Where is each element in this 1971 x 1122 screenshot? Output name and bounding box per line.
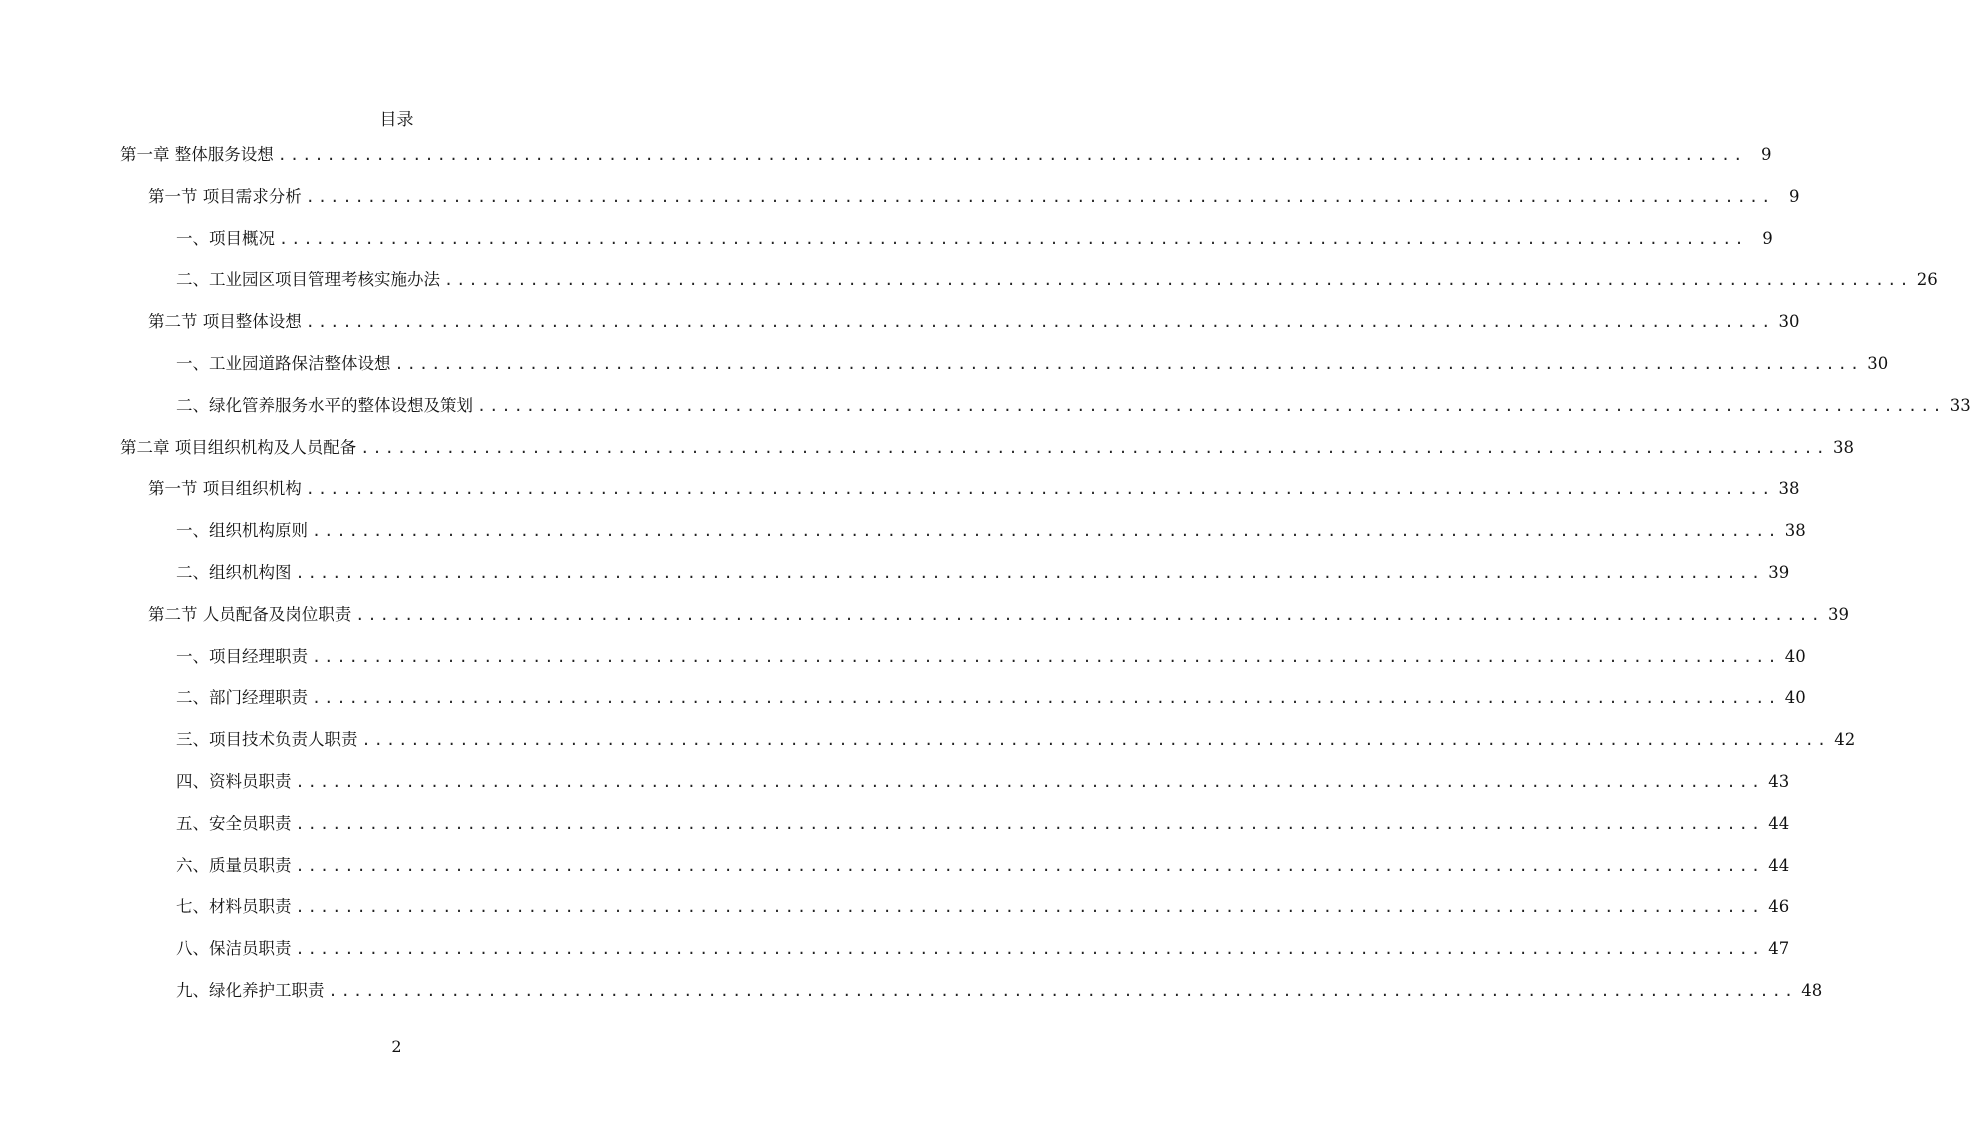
toc-entry-page: 30: [1778, 312, 1800, 332]
toc-leader-dots: ........................................................................................................................: [312, 647, 1780, 666]
toc-entry[interactable]: [120, 434, 1854, 462]
toc-entry-label: 二、绿化管养服务水平的整体设想及策划: [176, 395, 473, 415]
toc-leader-dots: ........................................................................................................................: [312, 689, 1780, 708]
toc-entry-page: 9: [1788, 186, 1800, 206]
toc-entry-label: 一、项目经理职责: [176, 646, 308, 666]
toc-entry-page: 44: [1768, 813, 1790, 833]
toc-entry-page: 26: [1916, 270, 1938, 290]
toc-entry-page: 42: [1834, 730, 1856, 750]
toc-entry-page: 39: [1768, 563, 1790, 582]
toc-entry[interactable]: [176, 977, 1823, 1005]
toc-leader-dots: ........................................................................................................................: [279, 229, 1747, 248]
toc-entry[interactable]: [120, 141, 1772, 169]
toc-leader-dots: ........................................................................................................................: [477, 396, 1945, 415]
toc-entry[interactable]: [176, 266, 1938, 294]
toc-entry-page: 38: [1832, 437, 1854, 457]
toc-entry-label: 一、工业园道路保洁整体设想: [176, 354, 391, 373]
toc-entry-page: 38: [1778, 479, 1800, 499]
toc-leader-dots: ........................................................................................................................: [360, 438, 1828, 457]
toc-entry[interactable]: [176, 225, 1773, 253]
toc-entry-label: 六、质量员职责: [176, 855, 292, 875]
toc-entry[interactable]: [176, 935, 1790, 963]
toc-entry-page: 33: [1949, 395, 1971, 415]
toc-entry[interactable]: [148, 308, 1800, 336]
page-number: 2: [391, 1037, 402, 1056]
toc-entry-page: 48: [1801, 981, 1823, 1000]
toc-entry-label: 四、资料员职责: [176, 772, 292, 791]
toc-entry[interactable]: [176, 810, 1790, 838]
toc-entry[interactable]: [176, 852, 1790, 880]
toc-entry-page: 43: [1768, 772, 1790, 791]
toc-leader-dots: ........................................................................................................................: [295, 564, 1764, 582]
toc-entry-label: 七、材料员职责: [176, 897, 292, 917]
toc-entry-label: 九、绿化养护工职责: [176, 981, 325, 1000]
toc-entry[interactable]: [148, 183, 1800, 211]
toc-entry-label: 第二节 项目整体设想: [148, 312, 302, 332]
toc-entry[interactable]: [176, 893, 1790, 921]
toc-entry[interactable]: [148, 601, 1849, 629]
toc-entry[interactable]: [176, 643, 1806, 671]
toc-leader-dots: ........................................................................................................................: [361, 731, 1830, 750]
toc-entry-label: 第二章 项目组织机构及人员配备: [120, 437, 357, 457]
toc-entry-label: 二、部门经理职责: [176, 688, 308, 708]
toc-leader-dots: ........................................................................................................................: [305, 480, 1774, 499]
toc-title: 目录: [379, 110, 414, 130]
toc-entry[interactable]: [176, 684, 1806, 712]
toc-entry-label: 第一章 整体服务设想: [120, 145, 274, 164]
toc-leader-dots: ........................................................................................................................: [277, 146, 1746, 164]
toc-entry[interactable]: [176, 559, 1790, 587]
toc-leader-dots: ........................................................................................................................: [295, 856, 1764, 875]
toc-leader-dots: ........................................................................................................................: [305, 313, 1774, 332]
toc-entry-page: 9: [1760, 145, 1772, 164]
toc-entry-page: 40: [1784, 688, 1806, 708]
toc-entry[interactable]: [176, 392, 1971, 420]
toc-leader-dots: ........................................................................................................................: [328, 982, 1797, 1000]
toc-leader-dots: ........................................................................................................................: [295, 898, 1764, 917]
toc-entry-page: 9: [1762, 228, 1773, 248]
toc-entry-page: 44: [1768, 855, 1790, 875]
toc-entry-page: 39: [1827, 604, 1849, 624]
toc-entry-label: 八、保洁员职责: [176, 939, 292, 959]
toc-entry-label: 三、项目技术负责人职责: [176, 730, 358, 750]
toc-entry[interactable]: [148, 475, 1800, 503]
toc-entry-label: 一、组织机构原则: [176, 521, 308, 541]
toc-entry-page: 47: [1768, 939, 1790, 959]
toc-entry[interactable]: [176, 726, 1856, 754]
toc-entry[interactable]: [176, 768, 1790, 796]
toc-entry-label: 二、工业园区项目管理考核实施办法: [176, 270, 440, 290]
toc-leader-dots: ........................................................................................................................: [295, 773, 1764, 791]
toc-leader-dots: ........................................................................................................................: [295, 940, 1764, 959]
toc-leader-dots: ........................................................................................................................: [394, 355, 1863, 373]
toc-entry[interactable]: [176, 350, 1889, 378]
toc-entry-page: 46: [1768, 897, 1790, 917]
toc-entry-label: 五、安全员职责: [176, 813, 292, 833]
toc-entry-label: 第二节 人员配备及岗位职责: [148, 604, 352, 624]
toc-leader-dots: ........................................................................................................................: [312, 522, 1780, 541]
toc-entry-label: 第一节 项目组织机构: [148, 479, 302, 499]
toc-leader-dots: ........................................................................................................................: [305, 187, 1774, 206]
toc-entry-label: 第一节 项目需求分析: [148, 186, 302, 206]
toc-entry-label: 二、组织机构图: [176, 563, 292, 582]
toc-entry-page: 38: [1784, 521, 1806, 541]
toc-entry[interactable]: [176, 517, 1806, 545]
toc-entry-page: 30: [1867, 354, 1889, 373]
toc-leader-dots: ........................................................................................................................: [355, 605, 1823, 624]
toc-entry-page: 40: [1784, 646, 1806, 666]
toc-entry-label: 一、项目概况: [176, 228, 275, 248]
toc-leader-dots: ........................................................................................................................: [444, 271, 1912, 290]
toc-leader-dots: ........................................................................................................................: [295, 814, 1764, 833]
